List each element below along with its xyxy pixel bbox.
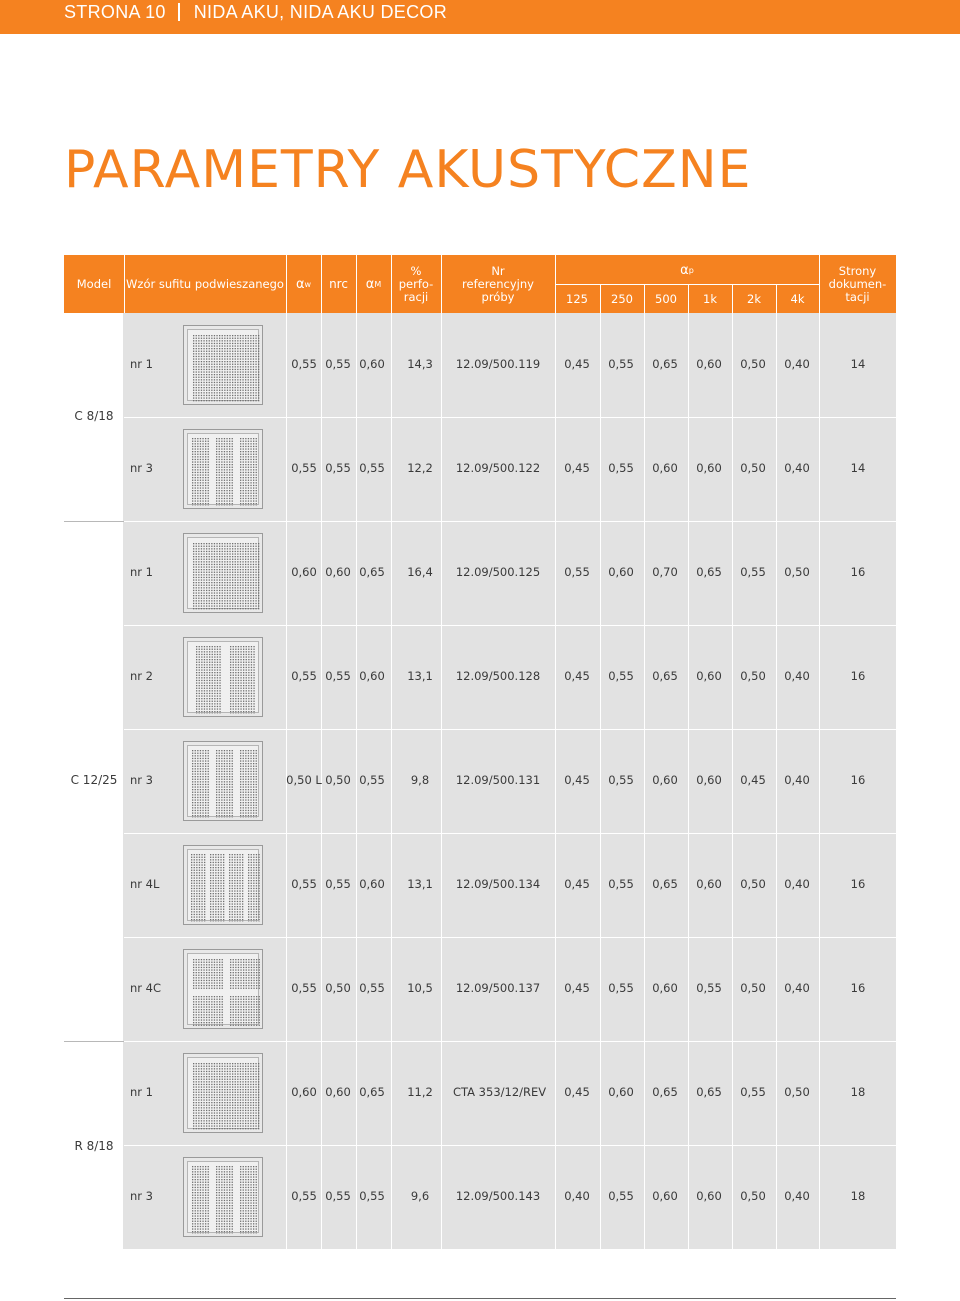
cell-ap: 0,40: [784, 357, 810, 371]
cell-ap: 0,40: [564, 1189, 590, 1203]
pattern-label: nr 1: [130, 1085, 153, 1099]
cell-ap: 0,50: [740, 877, 766, 891]
row-divider: [64, 1041, 896, 1042]
cell-am: 0,60: [359, 877, 385, 891]
pattern-label: nr 1: [130, 565, 153, 579]
cell-pages: 16: [850, 565, 866, 579]
cell-reference: 12.09/500.119: [455, 357, 541, 371]
cell-ap: 0,60: [608, 1085, 634, 1099]
cell-ap: 0,65: [652, 669, 678, 683]
cell-nrc: 0,55: [325, 877, 351, 891]
pattern-label: nr 1: [130, 357, 153, 371]
header-divider: [321, 255, 322, 313]
cell-ap: 0,45: [564, 461, 590, 475]
perforation-pattern: [188, 1162, 260, 1234]
cell-reference: CTA 353/12/REV: [453, 1085, 547, 1099]
header-reference: Nr referencyjny próby: [462, 263, 534, 304]
cell-reference: 12.09/500.125: [455, 565, 541, 579]
cell-nrc: 0,60: [325, 565, 351, 579]
cell-am: 0,60: [359, 669, 385, 683]
perforation-three-bands-icon: [183, 1157, 263, 1237]
header-perforation: % perfo- racji: [398, 263, 434, 304]
cell-am: 0,65: [359, 1085, 385, 1099]
header-am: [356, 255, 391, 313]
cell-nrc: 0,55: [325, 1189, 351, 1203]
header-frequency: 1k: [703, 292, 717, 306]
cell-ap: 0,50: [740, 669, 766, 683]
perforation-three-bands-icon: [183, 741, 263, 821]
cell-aw: 0,55: [291, 981, 317, 995]
cell-aw: 0,60: [291, 1085, 317, 1099]
header-divider: [356, 255, 357, 313]
cell-ap: 0,60: [608, 565, 634, 579]
cell-am: 0,55: [359, 981, 385, 995]
cell-ap: 0,55: [740, 565, 766, 579]
group-divider: [64, 1041, 124, 1042]
perforation-two-bands-icon: [183, 637, 263, 717]
cell-pages: 16: [850, 877, 866, 891]
cell-reference: 12.09/500.131: [455, 773, 541, 787]
header-divider: [600, 284, 601, 313]
header-aw-symbol: α: [295, 276, 305, 292]
cell-ap: 0,45: [564, 1085, 590, 1099]
pattern-label: nr 3: [130, 773, 153, 787]
cell-nrc: 0,55: [325, 461, 351, 475]
cell-reference: 12.09/500.128: [455, 669, 541, 683]
cell-ap: 0,45: [564, 669, 590, 683]
row-divider: [124, 1145, 896, 1146]
header-pattern: Wzór sufitu podwieszanego: [126, 276, 284, 291]
cell-ap: 0,40: [784, 877, 810, 891]
header-separator: [178, 3, 180, 21]
cell-ap: 0,50: [740, 981, 766, 995]
header-pages: Strony dokumen- tacji: [828, 263, 887, 304]
perforation-grid-icon: [183, 533, 263, 613]
cell-ap: 0,40: [784, 773, 810, 787]
cell-ap: 0,45: [564, 877, 590, 891]
perforation-pattern: [188, 746, 260, 818]
cell-nrc: 0,60: [325, 1085, 351, 1099]
pattern-tile: [187, 537, 259, 609]
cell-am: 0,55: [359, 1189, 385, 1203]
pattern-label: nr 2: [130, 669, 153, 683]
page-number: STRONA 10: [64, 2, 166, 22]
cell-aw: 0,55: [291, 669, 317, 683]
cell-am: 0,55: [359, 773, 385, 787]
header-divider: [732, 284, 733, 313]
cell-perforation: 14,3: [407, 357, 433, 371]
cell-aw: 0,55: [291, 357, 317, 371]
cell-am: 0,65: [359, 565, 385, 579]
pattern-label: nr 4L: [130, 877, 160, 891]
cell-ap: 0,60: [696, 1189, 722, 1203]
cell-pages: 18: [850, 1085, 866, 1099]
cell-ap: 0,60: [696, 461, 722, 475]
cell-ap: 0,55: [608, 773, 634, 787]
page-header: [64, 0, 447, 34]
cell-ap: 0,65: [696, 565, 722, 579]
cell-nrc: 0,50: [325, 773, 351, 787]
header-divider: [286, 255, 287, 313]
perforation-pattern: [188, 642, 260, 714]
cell-aw: 0,55: [291, 877, 317, 891]
header-frequency: 250: [611, 292, 633, 306]
bottom-rule: [64, 1298, 896, 1299]
page-title: PARAMETRY AKUSTYCZNE: [64, 140, 752, 200]
cell-ap: 0,50: [740, 1189, 766, 1203]
cell-ap: 0,55: [740, 1085, 766, 1099]
cell-am: 0,55: [359, 461, 385, 475]
group-model-label: R 8/18: [74, 1139, 114, 1153]
perforation-grid-icon: [183, 1053, 263, 1133]
cell-ap: 0,60: [696, 877, 722, 891]
header-frequency: 2k: [747, 292, 761, 306]
pattern-tile: [187, 745, 259, 817]
cell-ap: 0,40: [784, 981, 810, 995]
group-model-label: C 12/25: [70, 773, 118, 787]
cell-pages: 16: [850, 773, 866, 787]
cell-ap: 0,65: [652, 1085, 678, 1099]
cell-aw: 0,50 L: [286, 773, 322, 787]
cell-ap: 0,45: [564, 773, 590, 787]
cell-ap: 0,60: [696, 773, 722, 787]
perforation-pattern: [188, 330, 260, 402]
cell-am: 0,60: [359, 357, 385, 371]
cell-ap: 0,45: [564, 357, 590, 371]
cell-nrc: 0,50: [325, 981, 351, 995]
cell-pages: 16: [850, 981, 866, 995]
header-model: Model: [76, 276, 112, 291]
perforation-three-bands-icon: [183, 429, 263, 509]
pattern-tile: [187, 641, 259, 713]
column-divider: [555, 313, 556, 1249]
perforation-grid-icon: [183, 325, 263, 405]
pattern-tile: [187, 849, 259, 921]
cell-ap: 0,70: [652, 565, 678, 579]
perforation-four-blocks-icon: [183, 949, 263, 1029]
cell-perforation: 13,1: [407, 669, 433, 683]
header-divider: [819, 255, 820, 313]
column-divider: [441, 313, 442, 1249]
header-ap-sub: p: [688, 265, 694, 275]
perforation-pattern: [188, 434, 260, 506]
pattern-label: nr 4C: [130, 981, 162, 995]
header-am-symbol: α: [365, 276, 375, 292]
header-subdivider: [555, 284, 819, 285]
row-divider: [124, 937, 896, 938]
group-model-label: C 8/18: [74, 409, 114, 423]
pattern-tile: [187, 433, 259, 505]
cell-ap: 0,50: [740, 357, 766, 371]
cell-pages: 18: [850, 1189, 866, 1203]
header-aw-sub: w: [304, 279, 312, 289]
cell-perforation: 16,4: [407, 565, 433, 579]
cell-nrc: 0,55: [325, 357, 351, 371]
cell-aw: 0,60: [291, 565, 317, 579]
header-ap-symbol: α: [680, 262, 689, 278]
cell-perforation: 12,2: [407, 461, 433, 475]
cell-pages: 14: [850, 461, 866, 475]
cell-reference: 12.09/500.134: [455, 877, 541, 891]
cell-ap: 0,55: [608, 1189, 634, 1203]
cell-ap: 0,60: [652, 981, 678, 995]
pattern-label: nr 3: [130, 461, 153, 475]
cell-aw: 0,55: [291, 1189, 317, 1203]
perforation-pattern: [188, 1058, 260, 1130]
cell-ap: 0,65: [696, 1085, 722, 1099]
header-divider: [391, 255, 392, 313]
cell-perforation: 9,8: [410, 773, 430, 787]
cell-ap: 0,60: [696, 357, 722, 371]
cell-ap: 0,65: [652, 877, 678, 891]
cell-ap: 0,55: [564, 565, 590, 579]
cell-nrc: 0,55: [325, 669, 351, 683]
header-divider: [644, 284, 645, 313]
cell-ap: 0,55: [608, 461, 634, 475]
cell-ap: 0,60: [652, 1189, 678, 1203]
cell-perforation: 11,2: [407, 1085, 433, 1099]
row-divider: [124, 625, 896, 626]
cell-ap: 0,40: [784, 461, 810, 475]
header-frequency: 125: [566, 292, 588, 306]
section-name: NIDA AKU, NIDA AKU DECOR: [193, 2, 448, 22]
cell-reference: 12.09/500.122: [455, 461, 541, 475]
cell-perforation: 13,1: [407, 877, 433, 891]
cell-perforation: 10,5: [407, 981, 433, 995]
cell-reference: 12.09/500.143: [455, 1189, 541, 1203]
cell-ap: 0,60: [652, 773, 678, 787]
pattern-tile: [187, 953, 259, 1025]
cell-ap: 0,50: [784, 565, 810, 579]
cell-ap: 0,40: [784, 1189, 810, 1203]
cell-ap: 0,45: [740, 773, 766, 787]
pattern-tile: [187, 329, 259, 401]
cell-ap: 0,55: [608, 877, 634, 891]
pattern-label: nr 3: [130, 1189, 153, 1203]
cell-ap: 0,50: [784, 1085, 810, 1099]
cell-ap: 0,55: [608, 357, 634, 371]
header-nrc: nrc: [329, 276, 348, 291]
cell-aw: 0,55: [291, 461, 317, 475]
header-divider: [124, 255, 125, 313]
cell-ap: 0,55: [608, 669, 634, 683]
cell-ap: 0,60: [652, 461, 678, 475]
header-divider: [441, 255, 442, 313]
cell-perforation: 9,6: [410, 1189, 430, 1203]
perforation-pattern: [188, 850, 260, 922]
header-ap: [555, 255, 819, 285]
cell-ap: 0,40: [784, 669, 810, 683]
cell-pages: 16: [850, 669, 866, 683]
pattern-tile: [187, 1161, 259, 1233]
row-divider: [124, 833, 896, 834]
cell-ap: 0,55: [608, 981, 634, 995]
row-divider: [124, 729, 896, 730]
perforation-four-bands-icon: [183, 845, 263, 925]
header-am-sub: M: [374, 279, 382, 289]
cell-reference: 12.09/500.137: [455, 981, 541, 995]
cell-ap: 0,65: [652, 357, 678, 371]
column-divider: [819, 313, 820, 1249]
cell-ap: 0,60: [696, 669, 722, 683]
group-divider: [64, 521, 124, 522]
header-divider: [688, 284, 689, 313]
cell-ap: 0,45: [564, 981, 590, 995]
cell-ap: 0,55: [696, 981, 722, 995]
header-divider: [776, 284, 777, 313]
row-divider: [64, 521, 896, 522]
perforation-pattern: [188, 538, 260, 610]
page-header-bar: [0, 0, 960, 34]
row-divider: [124, 417, 896, 418]
cell-ap: 0,50: [740, 461, 766, 475]
cell-pages: 14: [850, 357, 866, 371]
header-frequency: 4k: [790, 292, 805, 306]
pattern-tile: [187, 1057, 259, 1129]
header-frequency: 500: [655, 292, 677, 306]
header-aw: [286, 255, 321, 313]
perforation-pattern: [188, 954, 260, 1026]
